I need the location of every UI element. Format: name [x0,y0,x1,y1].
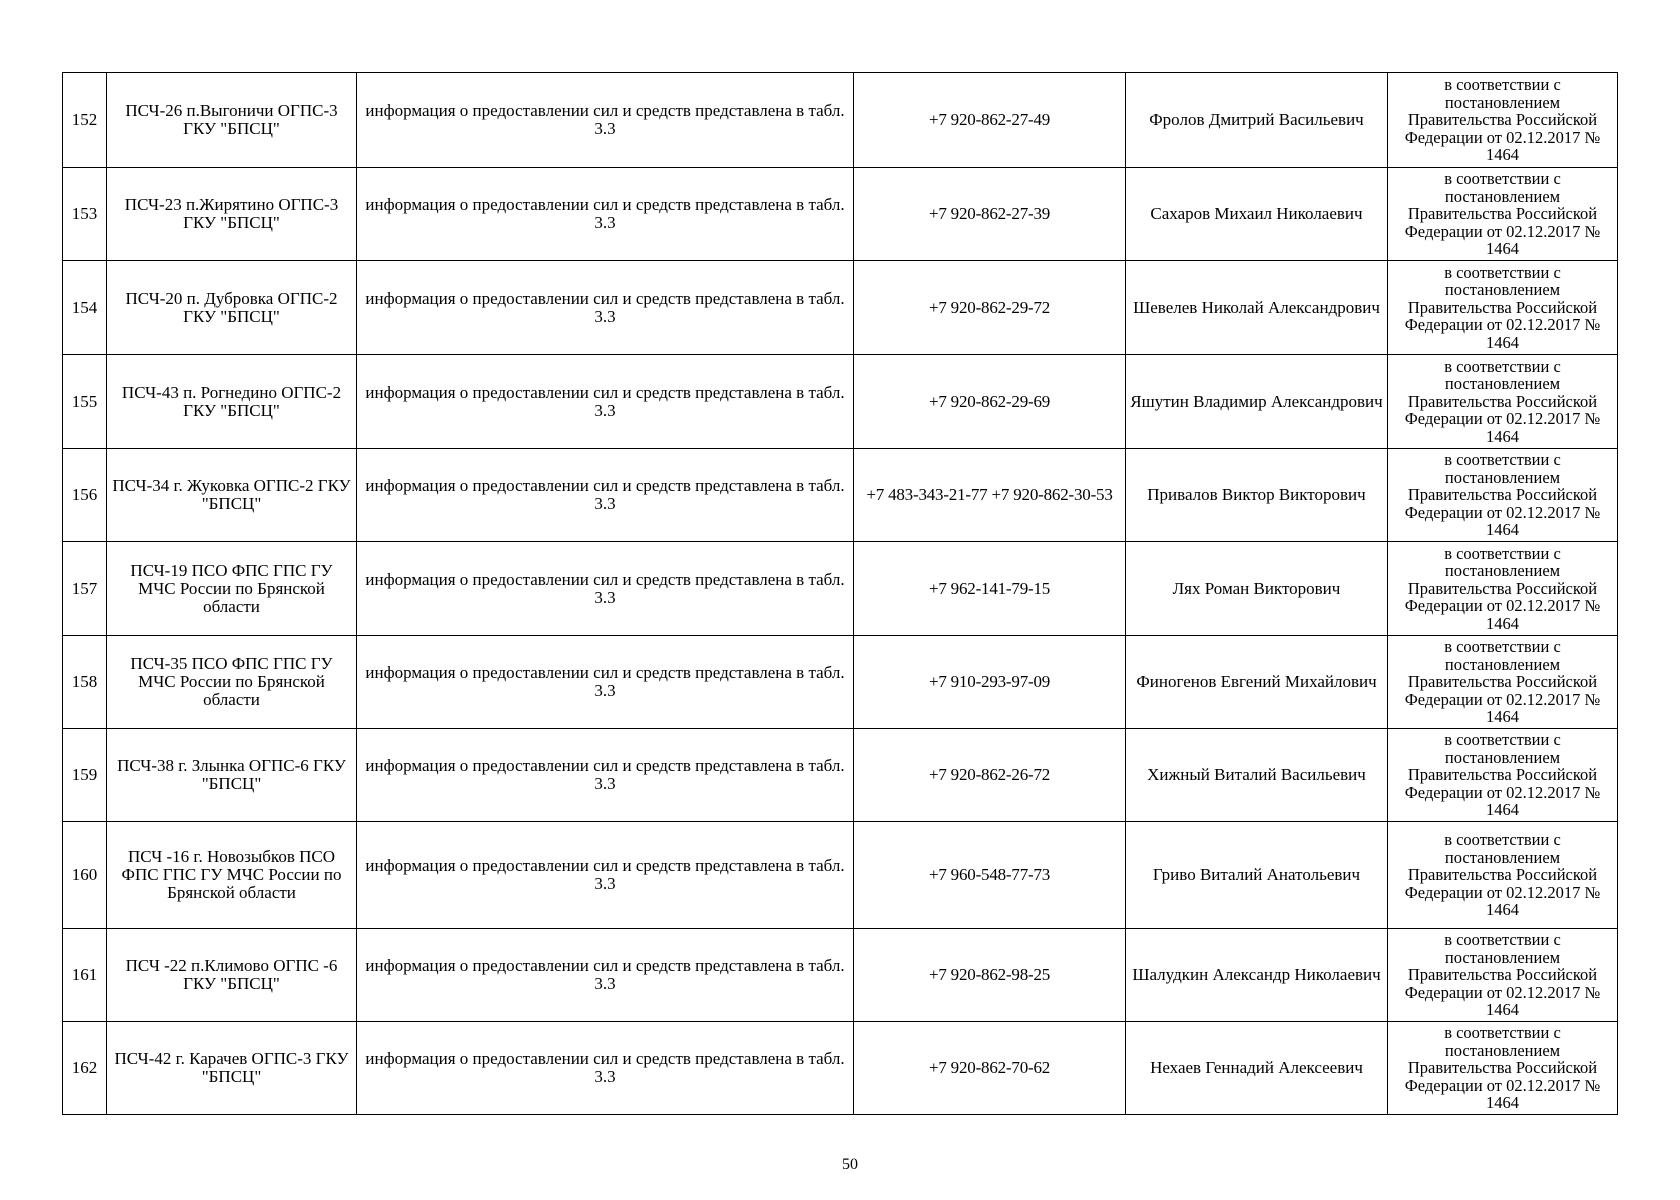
responsible-person: Нехаев Геннадий Алексеевич [1126,1022,1388,1115]
table-row [63,261,1618,355]
forces-info: информация о предоставлении сил и средств представлена в табл. 3.3 [357,542,854,636]
row-number: 161 [63,929,107,1022]
forces-info: информация о предоставлении сил и средств представлена в табл. 3.3 [357,168,854,261]
forces-info: информация о предоставлении сил и средств представлена в табл. 3.3 [357,73,854,168]
unit-name: ПСЧ-19 ПСО ФПС ГПС ГУ МЧС России по Брянской области [107,542,357,636]
phone-number: +7 920-862-27-39 [854,168,1126,261]
forces-info: информация о предоставлении сил и средств представлена в табл. 3.3 [357,636,854,729]
table-body [63,73,1618,1115]
table-row [63,822,1618,929]
phone-number: +7 920-862-26-72 [854,729,1126,822]
forces-info: информация о предоставлении сил и средств представлена в табл. 3.3 [357,929,854,1022]
row-number: 152 [63,73,107,168]
legal-basis: в соответствии с постановлением Правительства Российской Федерации от 02.12.2017 № 1464 [1388,636,1618,729]
table-row [63,168,1618,261]
forces-info: информация о предоставлении сил и средств представлена в табл. 3.3 [357,355,854,449]
legal-basis: в соответствии с постановлением Правительства Российской Федерации от 02.12.2017 № 1464 [1388,822,1618,929]
table-row [63,449,1618,542]
responsible-person: Яшутин Владимир Александрович [1126,355,1388,449]
table-row [63,729,1618,822]
unit-name: ПСЧ-34 г. Жуковка ОГПС-2 ГКУ "БПСЦ" [107,449,357,542]
unit-name: ПСЧ-43 п. Рогнедино ОГПС-2 ГКУ "БПСЦ" [107,355,357,449]
legal-basis: в соответствии с постановлением Правительства Российской Федерации от 02.12.2017 № 1464 [1388,542,1618,636]
phone-number: +7 920-862-29-69 [854,355,1126,449]
legal-basis: в соответствии с постановлением Правительства Российской Федерации от 02.12.2017 № 1464 [1388,449,1618,542]
responsible-person: Шалудкин Александр Николаевич [1126,929,1388,1022]
responsible-person: Финогенов Евгений Михайлович [1126,636,1388,729]
page-number: 50 [842,1156,858,1173]
table-row [63,355,1618,449]
unit-name: ПСЧ -16 г. Новозыбков ПСО ФПС ГПС ГУ МЧС России по Брянской области [107,822,357,929]
row-number: 162 [63,1022,107,1115]
row-number: 154 [63,261,107,355]
responsible-person: Хижный Виталий Васильевич [1126,729,1388,822]
phone-number: +7 910-293-97-09 [854,636,1126,729]
unit-name: ПСЧ-38 г. Злынка ОГПС-6 ГКУ "БПСЦ" [107,729,357,822]
phone-number: +7 920-862-27-49 [854,73,1126,168]
legal-basis: в соответствии с постановлением Правительства Российской Федерации от 02.12.2017 № 1464 [1388,1022,1618,1115]
table-row [63,1022,1618,1115]
phone-number: +7 962-141-79-15 [854,542,1126,636]
legal-basis: в соответствии с постановлением Правительства Российской Федерации от 02.12.2017 № 1464 [1388,168,1618,261]
responsible-person: Фролов Дмитрий Васильевич [1126,73,1388,168]
row-number: 159 [63,729,107,822]
phone-number: +7 920-862-98-25 [854,929,1126,1022]
unit-name: ПСЧ-42 г. Карачев ОГПС-3 ГКУ "БПСЦ" [107,1022,357,1115]
legal-basis: в соответствии с постановлением Правительства Российской Федерации от 02.12.2017 № 1464 [1388,355,1618,449]
row-number: 155 [63,355,107,449]
row-number: 160 [63,822,107,929]
row-number: 157 [63,542,107,636]
forces-info: информация о предоставлении сил и средств представлена в табл. 3.3 [357,449,854,542]
phone-number: +7 483-343-21-77 +7 920-862-30-53 [854,449,1126,542]
responsible-person: Гриво Виталий Анатольевич [1126,822,1388,929]
forces-info: информация о предоставлении сил и средств представлена в табл. 3.3 [357,729,854,822]
phone-number: +7 960-548-77-73 [854,822,1126,929]
legal-basis: в соответствии с постановлением Правительства Российской Федерации от 02.12.2017 № 1464 [1388,73,1618,168]
responsible-person: Шевелев Николай Александрович [1126,261,1388,355]
legal-basis: в соответствии с постановлением Правительства Российской Федерации от 02.12.2017 № 1464 [1388,929,1618,1022]
table-row [63,73,1618,168]
row-number: 158 [63,636,107,729]
forces-info: информация о предоставлении сил и средств представлена в табл. 3.3 [357,822,854,929]
unit-name: ПСЧ-35 ПСО ФПС ГПС ГУ МЧС России по Брянской области [107,636,357,729]
unit-name: ПСЧ -22 п.Климово ОГПС -6 ГКУ "БПСЦ" [107,929,357,1022]
phone-number: +7 920-862-29-72 [854,261,1126,355]
forces-info: информация о предоставлении сил и средств представлена в табл. 3.3 [357,1022,854,1115]
responsible-person: Лях Роман Викторович [1126,542,1388,636]
contacts-table [62,72,1618,1115]
phone-number: +7 920-862-70-62 [854,1022,1126,1115]
unit-name: ПСЧ-23 п.Жирятино ОГПС-3 ГКУ "БПСЦ" [107,168,357,261]
unit-name: ПСЧ-20 п. Дубровка ОГПС-2 ГКУ "БПСЦ" [107,261,357,355]
legal-basis: в соответствии с постановлением Правительства Российской Федерации от 02.12.2017 № 1464 [1388,261,1618,355]
table-row [63,636,1618,729]
row-number: 156 [63,449,107,542]
legal-basis: в соответствии с постановлением Правительства Российской Федерации от 02.12.2017 № 1464 [1388,729,1618,822]
forces-info: информация о предоставлении сил и средств представлена в табл. 3.3 [357,261,854,355]
row-number: 153 [63,168,107,261]
responsible-person: Привалов Виктор Викторович [1126,449,1388,542]
unit-name: ПСЧ-26 п.Выгоничи ОГПС-3 ГКУ "БПСЦ" [107,73,357,168]
table-row [63,929,1618,1022]
responsible-person: Сахаров Михаил Николаевич [1126,168,1388,261]
table-row [63,542,1618,636]
